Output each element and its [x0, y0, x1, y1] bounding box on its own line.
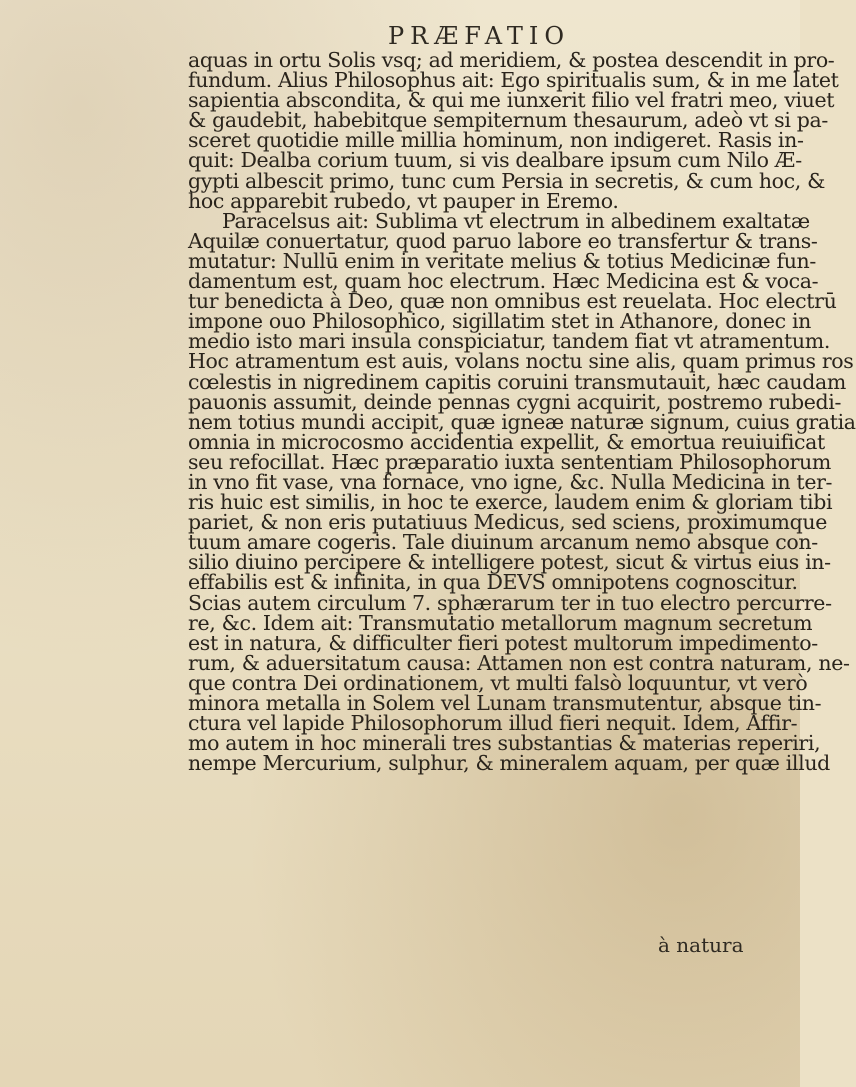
text-line: re, &c. Idem ait: Transmutatio metallorum magnum secretum [188, 610, 813, 635]
text-line: mo autem in hoc minerali tres substantias & materias reperiri, [188, 731, 821, 756]
text-line: omnia in microcosmo accidentia expellit, & emortua reuiuificat [188, 429, 825, 454]
text-line: quit: Dealba corium tuum, si vis dealbare ipsum cum Nilo Æ- [188, 148, 802, 173]
text-line: rum, & aduersitatum causa: Attamen non est contra naturam, ne- [188, 650, 850, 675]
text-line: gypti albescit primo, tunc cum Persia in secretis, & cum hoc, & [188, 168, 826, 193]
running-header: PRÆFATIO [388, 22, 570, 50]
text-line: effabilis est & infinita, in qua DEVS omnipotens cognoscitur. [188, 570, 798, 595]
text-line: tur benedicta à Deo, quæ non omnibus est reuelata. Hoc electrū [188, 289, 837, 314]
text-line: impone ouo Philosophico, sigillatim stet in Athanore, donec in [188, 309, 811, 334]
text-line: ris huic est similis, in hoc te exerce, laudem enim & gloriam tibi [188, 490, 833, 515]
text-line: est in natura, & difficulter fieri potest multorum impedimento- [188, 630, 818, 655]
text-line: nem totius mundi accipit, quæ igneæ naturæ signum, cuius gratia [188, 409, 856, 434]
text-line: sapientia abscondita, & qui me iunxerit filio vel fratri meo, viuet [188, 88, 835, 113]
text-line: ctura vel lapide Philosophorum illud fieri nequit. Idem, Affir- [188, 711, 798, 736]
text-line: que contra Dei ordinationem, vt multi falsò loquuntur, vt verò [188, 670, 808, 695]
text-line: silio diuino percipere & intelligere potest, sicut & virtus eius in- [188, 550, 831, 575]
body-text [188, 48, 856, 776]
text-line: fundum. Alius Philosophus ait: Ego spiritualis sum, & in me latet [188, 68, 839, 93]
text-line: pauonis assumit, deinde pennas cygni acquirit, postremo rubedi- [188, 389, 842, 414]
text-line: minora metalla in Solem vel Lunam transmutentur, absque tin- [188, 691, 822, 715]
catchword: à natura [658, 933, 744, 957]
text-line: Scias autem circulum 7. sphærarum ter in tuo electro percurre- [188, 590, 832, 615]
text-line: cœlestis in nigredinem capitis coruini transmutauit, hæc caudam [188, 369, 846, 394]
text-line: seu refocillat. Hæc præparatio iuxta sententiam Philosophorum [188, 449, 831, 474]
text-line: hoc apparebit rubedo, vt pauper in Eremo. [188, 188, 619, 213]
text-line: in vno fit vase, vna fornace, vno igne, &c. Nulla Medicina in ter- [188, 469, 833, 494]
text-line: medio isto mari insula conspiciatur, tandem fiat vt atramentum. [188, 329, 831, 354]
text-line: tuum amare cogeris. Tale diuinum arcanum nemo absque con- [188, 530, 818, 555]
text-line: aquas in ortu Solis vsq; ad meridiem, & postea descendit in pro- [188, 48, 835, 72]
text-line: sceret quotidie mille millia hominum, non indigeret. Rasis in- [188, 128, 804, 153]
text-line: Paracelsus ait: Sublima vt electrum in albedinem exaltatæ [222, 208, 810, 233]
text-line: Aquilæ conuertatur, quod paruo labore eo transfertur & trans- [188, 228, 818, 253]
text-line: & gaudebit, habebitque sempiternum thesaurum, adeò vt si pa- [188, 108, 828, 133]
text-line: mutatur: Nullū enim in veritate melius & totius Medicinæ fun- [188, 248, 816, 273]
text-line: Hoc atramentum est auis, volans noctu sine alis, quam primus ros [188, 349, 854, 374]
text-line: pariet, & non eris putatiuus Medicus, sed sciens, proximumque [188, 510, 828, 535]
text-line: nempe Mercurium, sulphur, & mineralem aquam, per quæ illud [188, 751, 830, 776]
text-line: damentum est, quam hoc electrum. Hæc Medicina est & voca- [188, 269, 819, 294]
